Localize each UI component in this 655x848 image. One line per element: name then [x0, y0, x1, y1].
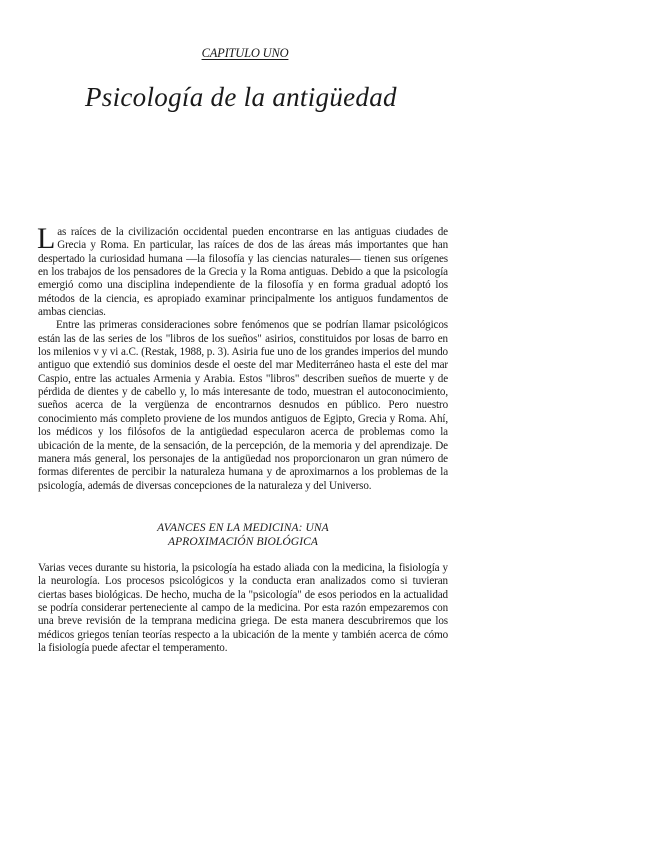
drop-cap: L	[37, 222, 56, 255]
intro-paragraph-2: Entre las primeras consideraciones sobre fenómenos que se podrían llamar psicológicos están las de las series de los "libros de los sueños" asirios, constituidos por losas de barro en los milenios v y vi a.C. (Restak, 1988, p. 3). Asiria fue uno de los grandes imperios del mundo antiguo que extendió sus dominios desde el oeste del mar Mediterráneo hasta el este del mar Caspio, entre las actuales Armenia y Arabia. Estos "libros" describen sueños de muerte y de pérdida de dientes y de cabello y, lo más interesante de todo, muestran el autoconocimiento, sueños acerca de la vergüenza de encontrarnos desnudos en público. Pero nuestro conocimiento más completo proviene de los mundos antiguos de Egipto, Grecia y Roma. Ahí, los médicos y los filósofos de la antigüedad especularon acerca de problemas como la ubicación de la mente, de la sensación, de la percepción, de la memoria y del aprendizaje. De manera más general, los personajes de la antigüedad nos proporcionaron un gran número de formas diferentes de percibir la naturaleza humana y de aproximarnos a los problemas de la psicología, además de diversas concepciones de la naturaleza y del Universo.	[38, 319, 448, 492]
intro-section	[37, 222, 448, 493]
section-body	[38, 562, 448, 655]
intro-paragraph-1-text: as raíces de la civilización occidental pueden encontrarse en las antiguas ciudades de Grecia y Roma. En particular, las raíces de dos de las áreas más importantes que han despertado la curiosidad humana —la filosofía y las ciencias naturales— tienen sus orígenes en los trabajos de los pensadores de la Grecia y la Roma antiguas. Debido a que la psicología emergió como una disciplina independiente de la filosofía y en forma gradual adoptó los métodos de la ciencia, es apropiado examinar principalmente los antiguos fundamentos de ambas ciencias.	[38, 226, 448, 319]
section-heading	[38, 521, 448, 549]
intro-paragraph-1	[37, 222, 448, 319]
chapter-title: Psicología de la antigüedad	[85, 82, 397, 112]
chapter-label: CAPITULO UNO	[201, 46, 289, 60]
section-heading-line-1: AVANCES EN LA MEDICINA: UNA	[157, 522, 329, 534]
section-paragraph-1: Varias veces durante su historia, la psicología ha estado aliada con la medicina, la fisiología y la neurología. Los procesos psicológicos y la conducta eran analizados como si tuvieran ciertas bases biológicas. De hecho, mucha de la "psicología" de esos periodos en la actualidad se podría considerar perteneciente al campo de la medicina. Por esta razón empezaremos con una breve revisión de la temprana medicina griega. De esta manera descubriremos que los médicos griegos tenían teorías respecto a la ubicación de la mente y también acerca de cómo la fisiología puede afectar el temperamento.	[38, 562, 448, 655]
section-heading-line-2: APROXIMACIÓN BIOLÓGICA	[167, 536, 319, 548]
